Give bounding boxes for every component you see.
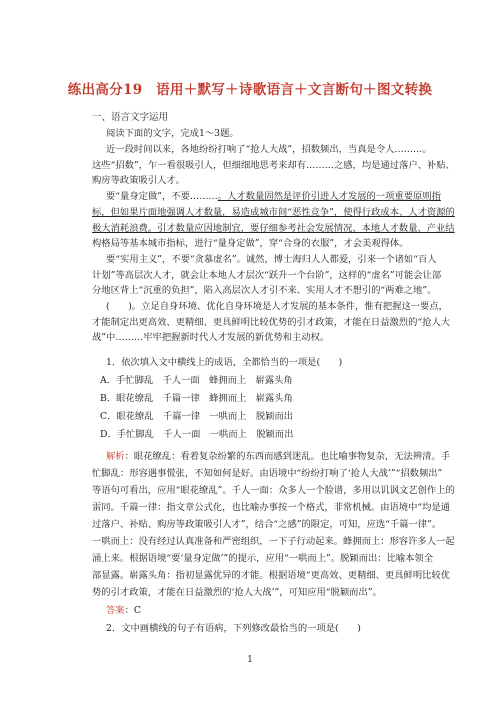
answer-value: ：C [124, 605, 142, 616]
passage-line [92, 237, 422, 251]
analysis-text: 等语句可看出，应用“眼花缭乱”。千人一面：众多人一个脸谱，多用以讥讽文艺创作上的 [92, 485, 455, 496]
intro-text: 阅读下面的文字，完成1～3题。 [106, 128, 239, 139]
passage-text: 要“实用主义”，不要“贪慕虚名”。诚然，博士海归人人都爱，引来一个诸如“百人 [106, 253, 437, 265]
fill-blank: ……… [306, 159, 334, 171]
passage-line [106, 143, 432, 157]
passage-text: 要“量身定做”，不要 [106, 191, 190, 203]
passage-line [106, 300, 448, 314]
answer-label: 答案 [106, 605, 125, 616]
analysis-text: 涌上来。根据语境“要‘量身定做’”的提示，应用“一哄而上”。脱颖而出：比喻本领全 [92, 553, 434, 564]
page-number: 1 [247, 655, 253, 665]
fill-blank: ……… [189, 191, 218, 203]
passage-line [106, 190, 441, 204]
analysis-text: 部显露。崭露头角：指初显露优异的才能。根据语境“更高效、更精细、更具鲜明比较优 [92, 570, 451, 581]
fill-blank: ……… [394, 144, 423, 155]
passage-text: 极大消耗浪费。引才数量应因地制宜，要仔细参考社会发展情况、本地人才数量、产业结 [92, 222, 455, 234]
passage-text: 近一段时间以来，各地纷纷打响了“抢人大战”，招数频出，当真是令人 [106, 144, 395, 155]
analysis-text: 雷同。千篇一律：指文章公式化，也比喻办事按一个格式，非常机械。由语境中“均是通 [92, 502, 451, 513]
analysis-line [106, 450, 451, 464]
analysis-line [92, 569, 451, 583]
passage-text: 计划”等高层次人才，就会让本地人才层次“跃升一个台阶”，这样的“虚名”可能会让部 [92, 269, 442, 281]
passage-line [92, 222, 455, 236]
analysis-text: 忙脚乱：形容遇事慌张，不知如何是好。由语境中“纷纷打响了‘抢人大战’”“招数频出” [92, 468, 443, 479]
analysis-line [92, 467, 443, 481]
passage-line [92, 284, 437, 298]
passage-text: 构格局等基本城市指标，进行“量身定做”，穿“合身的衣服”，才会美观得体。 [92, 238, 409, 250]
passage-line [92, 269, 442, 283]
page-title: 练出高分19 语用＋默写＋诗歌语言＋文言断句＋图文转换 [67, 82, 433, 98]
passage-line [92, 316, 451, 330]
passage-text: 之感，均是通过落户、补贴、 [333, 159, 455, 171]
passage-text: 购房等政策吸引人才。 [92, 175, 185, 187]
passage-line [92, 174, 422, 188]
passage-text: 分地区背上“沉重的负担”，陷入高层次人才引不来、实用人才不想引的“两难之地”。 [92, 285, 437, 297]
analysis-line [92, 552, 434, 566]
option-item: A．手忙脚乱 千人一面 蜂拥而上 崭露头角 [100, 375, 293, 386]
question-1: 1．依次填入文中横线上的成语，全都恰当的一项是( ) [106, 357, 343, 368]
passage-text: 这些“招数”，乍一看很吸引人，但细细地思考来却有 [92, 159, 307, 171]
option-item: B．眼花缭乱 千篇一律 蜂拥而上 崭露头角 [100, 393, 293, 404]
option-item: C．眼花缭乱 千篇一律 一哄而上 脱颖而出 [100, 411, 294, 422]
analysis-text: ：眼花缭乱：看着复杂纷繁的东西而感到迷乱。也比喻事物复杂，无法辨清。手 [124, 451, 451, 462]
analysis-line [92, 518, 442, 532]
analysis-line [92, 501, 451, 515]
passage-text: 。 [422, 144, 432, 155]
passage-line [106, 253, 437, 267]
answer-line [106, 604, 422, 618]
passage-text: 标，但如果片面地强调人才数量，易造成城市间“恶性竞争”，使得行政成本、人才资源的 [92, 206, 455, 218]
passage-text: ( )。立足自身环境、优化自身环境是人才发展的基本条件，惟有把握这一要点， [106, 301, 448, 312]
passage-text: 牢牢把握新时代人才发展的新优势和主动权。 [143, 332, 330, 344]
analysis-label: 解析 [106, 451, 125, 462]
passage-line [92, 159, 455, 173]
option-item: D．手忙脚乱 千人一面 一哄而上 脱颖而出 [100, 429, 294, 440]
passage-text: 战”中 [92, 332, 116, 344]
passage-text: 才能制定出更高效、更精细、更具鲜明比较优势的引才政策，才能在日益激烈的“抢人大 [92, 316, 451, 328]
analysis-line [92, 535, 455, 549]
passage-line [92, 331, 422, 345]
analysis-line [92, 586, 422, 600]
passage-line [92, 206, 455, 220]
section-heading: 一、语言文字运用 [92, 112, 169, 123]
analysis-line [92, 484, 455, 498]
passage-text: 。人才数量固然是评价引进人才发展的一项重要原则指 [217, 191, 441, 203]
analysis-text: 过落户、补贴、购房等政策吸引人才”，结合“之感”的限定，可知，应选“千篇一律”。 [92, 519, 442, 530]
analysis-text: 势的引才政策，才能在日益激烈的‘抢人大战’”，可知应用“脱颖而出”。 [92, 587, 382, 598]
fill-blank: ……… [115, 332, 144, 344]
analysis-text: 一哄而上：没有经过认真准备和严密组织，一下子行动起来。蜂拥而上：形容许多人一起 [92, 536, 455, 547]
question-2: 2．文中画横线的句子有语病，下列修改最恰当的一项是( ) [106, 623, 361, 634]
